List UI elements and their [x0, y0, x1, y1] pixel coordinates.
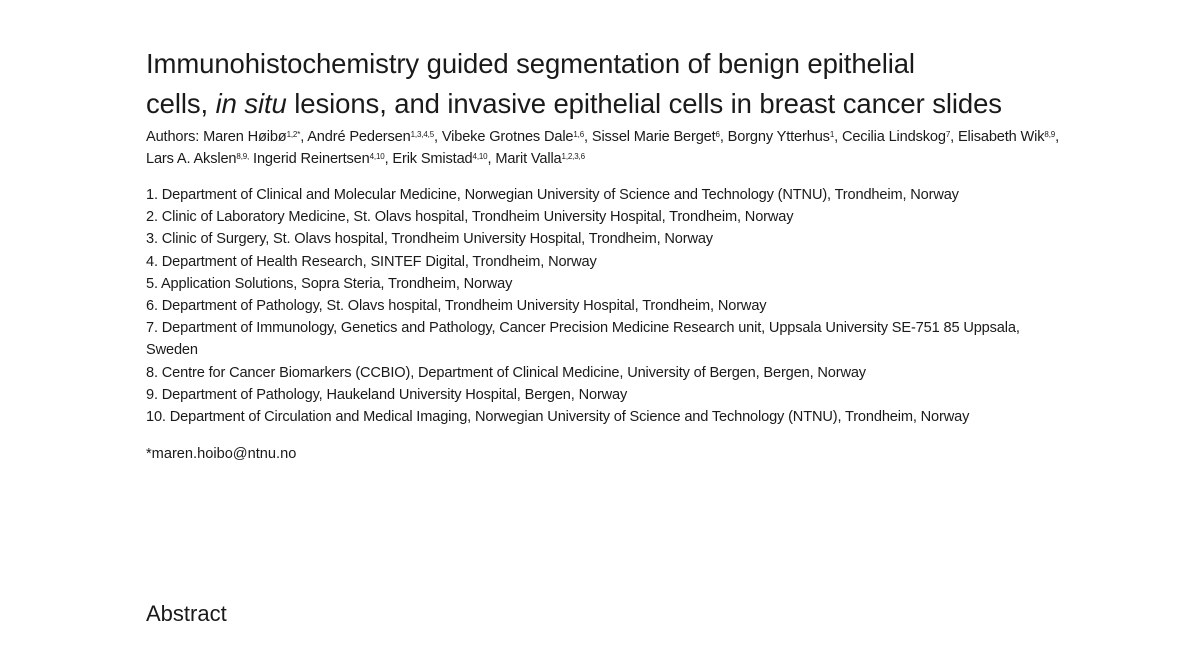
title-line-1: Immunohistochemistry guided segmentation of benign epithelial [146, 48, 915, 79]
author-affiliation-marker: 8,9 [1044, 130, 1056, 139]
affiliation-item: 2. Clinic of Laboratory Medicine, St. Olavs hospital, Trondheim University Hospital, Trondheim, Norway [146, 209, 794, 226]
affiliation-item: 9. Department of Pathology, Haukeland University Hospital, Bergen, Norway [146, 386, 628, 403]
author-name: Vibeke Grotnes Dale [441, 129, 574, 145]
author-separator: , [719, 129, 728, 145]
author-affiliation-marker: 7 [945, 130, 951, 139]
author-name: Elisabeth Wik [957, 129, 1045, 145]
affiliation-item: 8. Centre for Cancer Biomarkers (CCBIO), Department of Clinical Medicine, University of Bergen, Bergen, Norway [146, 364, 866, 381]
author-separator: , [434, 129, 442, 145]
author-separator: , [950, 129, 958, 145]
affiliation-list [146, 184, 1066, 428]
author-name: Marit Valla [495, 151, 562, 167]
paper-title [146, 44, 1066, 124]
title-italic-in-situ: in situ [215, 88, 287, 119]
author-affiliation-marker: 8,9, [236, 152, 250, 161]
corresponding-email[interactable]: *maren.hoibo@ntnu.no [146, 446, 297, 463]
title-line-2-post: lesions, and invasive epithelial cells in breast cancer slides [286, 88, 1002, 119]
author-affiliation-marker: 1,6 [573, 130, 585, 139]
affiliation-item: 4. Department of Health Research, SINTEF Digital, Trondheim, Norway [146, 253, 597, 270]
author-separator: , [1055, 129, 1059, 145]
author-affiliation-marker: 4,10 [472, 152, 488, 161]
author-name: Ingerid Reinertsen [253, 151, 370, 167]
author-name: Erik Smistad [392, 151, 473, 167]
author-separator: , [487, 151, 496, 167]
author-name: Cecilia Lindskog [841, 129, 946, 145]
affiliation-item: 1. Department of Clinical and Molecular Medicine, Norwegian University of Science and Technology (NTNU), Trondheim, Norway [146, 187, 959, 203]
author-separator: , [584, 129, 592, 145]
author-affiliation-marker: 4,10 [369, 152, 385, 161]
author-separator: , [834, 129, 842, 145]
author-list [146, 126, 1066, 170]
affiliation-item: 10. Department of Circulation and Medical Imaging, Norwegian University of Science and Technology (NTNU), Trondheim, Norway [146, 409, 970, 426]
author-name: Borgny Ytterhus [727, 129, 830, 145]
author-name: Sissel Marie Berget [591, 129, 716, 145]
author-separator: , [300, 129, 308, 145]
abstract-heading: Abstract [146, 601, 227, 626]
author-name: Lars A. Akslen [146, 151, 237, 167]
author-name: Maren Høibø [203, 129, 287, 145]
affiliation-item: 5. Application Solutions, Sopra Steria, Trondheim, Norway [146, 275, 513, 292]
affiliation-item: 3. Clinic of Surgery, St. Olavs hospital, Trondheim University Hospital, Trondheim, Norway [146, 231, 713, 248]
author-affiliation-marker: 1,2,3,6 [561, 152, 585, 161]
affiliation-item: 7. Department of Immunology, Genetics and Pathology, Cancer Precision Medicine Research unit, Uppsala University SE-751 85 Uppsala, Sweden [146, 320, 1020, 359]
title-line-2-pre: cells, [146, 88, 216, 119]
author-affiliation-marker: 1,2* [286, 130, 301, 139]
author-name: André Pedersen [307, 129, 411, 145]
author-affiliation-marker: 1,3,4,5 [410, 130, 435, 139]
author-affiliation-marker: 6 [715, 130, 720, 139]
authors-prefix: Authors: [146, 129, 204, 145]
paper-front-matter [146, 44, 1066, 465]
affiliation-item: 6. Department of Pathology, St. Olavs hospital, Trondheim University Hospital, Trondheim, Norway [146, 298, 767, 315]
author-affiliation-marker: 1 [829, 130, 835, 139]
author-separator: , [384, 151, 393, 167]
